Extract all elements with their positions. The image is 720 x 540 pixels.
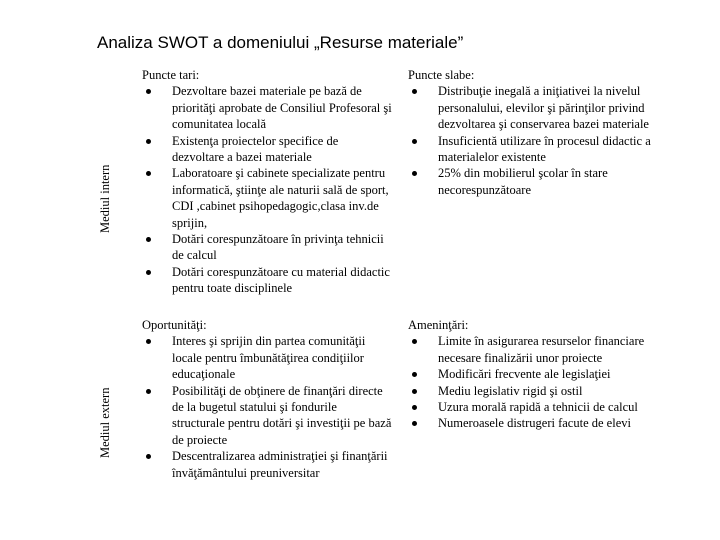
list-item: Distribuţie inegală a iniţiativei la nivelul personalului, elevilor şi părinţilor privind dezvoltarea şi conservarea bazei materiale	[408, 83, 672, 132]
list-item: Dotări corespunzătoare cu material didactic pentru toate disciplinele	[142, 264, 392, 297]
list-item: Dezvoltare bazei materiale pe bază de priorităţi aprobate de Consiliul Profesoral şi comunitatea locală	[142, 83, 392, 132]
side-label-internal: Mediul intern	[98, 164, 112, 233]
strengths-cell	[142, 67, 392, 297]
list-item: Mediu legislativ rigid şi ostil	[408, 383, 672, 399]
list-item: Descentralizarea administraţiei şi finanţării învăţământului preuniversitar	[142, 448, 392, 481]
weaknesses-cell	[408, 67, 672, 198]
list-item: Numeroasele distrugeri facute de elevi	[408, 415, 672, 431]
list-item: Existenţa proiectelor specifice de dezvoltare a bazei materiale	[142, 133, 392, 166]
list-item: Modificări frecvente ale legislaţiei	[408, 366, 672, 382]
strengths-heading: Puncte tari:	[142, 68, 200, 82]
list-item: 25% din mobilierul şcolar în stare necorespunzătoare	[408, 165, 672, 198]
list-item: Uzura morală rapidă a tehnicii de calcul	[408, 399, 672, 415]
opportunities-cell	[142, 317, 392, 481]
list-item: Limite în asigurarea resurselor financiare necesare finalizării unor proiecte	[408, 333, 672, 366]
page-title: Analiza SWOT a domeniului „Resurse materiale”	[97, 33, 464, 52]
list-item: Insuficientă utilizare în procesul didactic a materialelor existente	[408, 133, 672, 166]
list-item: Dotări corespunzătoare în privinţa tehnicii de calcul	[142, 231, 392, 264]
threats-cell	[408, 317, 672, 432]
threats-heading: Ameninţări:	[408, 318, 469, 332]
side-label-external: Mediul extern	[98, 387, 112, 458]
list-item: Laboratoare şi cabinete specializate pentru informatică, ştiinţe ale naturii sală de sport, CDI ,cabinet psihopedagogic,clasa inv.de sprijin,	[142, 165, 392, 231]
list-item: Posibilităţi de obţinere de finanţări directe de la bugetul statului şi fondurile structurale pentru dotări şi investiţii pe bază de proiecte	[142, 383, 392, 449]
weaknesses-heading: Puncte slabe:	[408, 68, 475, 82]
opportunities-heading: Oportunităţi:	[142, 318, 207, 332]
list-item: Interes şi sprijin din partea comunităţii locale pentru îmbunătăţirea condiţiilor educaţionale	[142, 333, 392, 382]
